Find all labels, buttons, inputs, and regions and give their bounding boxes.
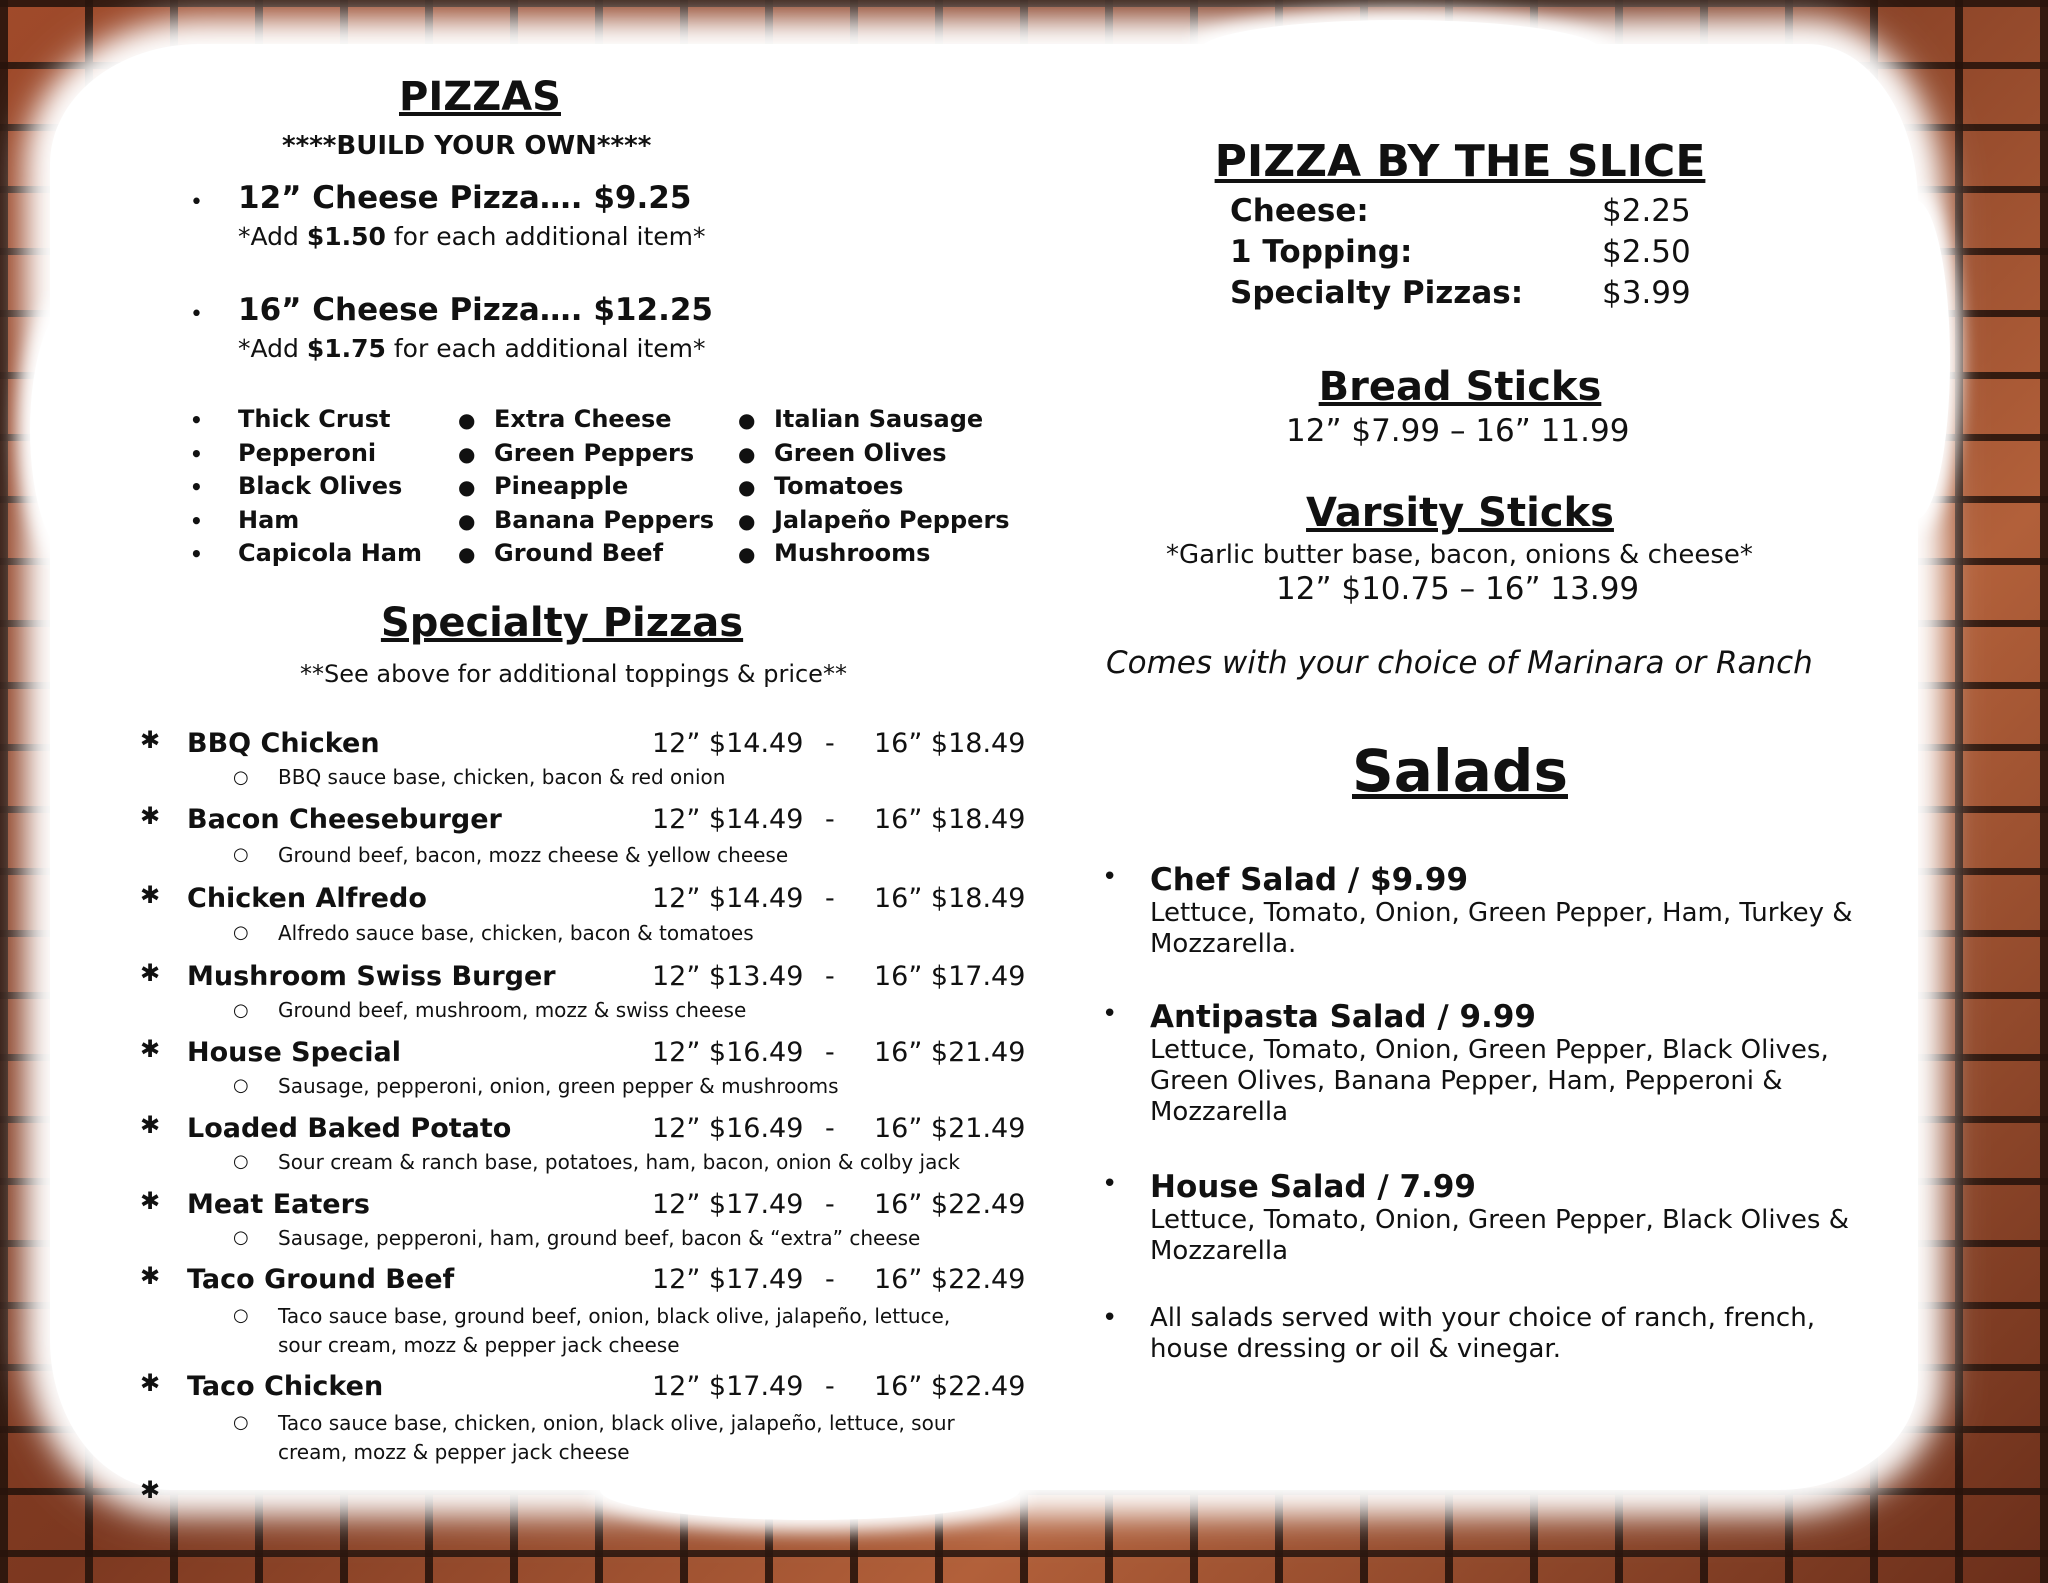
size-16-note-pre: *Add: [238, 334, 307, 363]
topping-item: [738, 537, 1010, 571]
specialty-desc: Sour cream & ranch base, potatoes, ham, bacon, onion & colby jack: [278, 1150, 960, 1174]
bullet-dot-icon: ●: [458, 441, 476, 466]
asterisk-icon: ✱: [140, 1035, 161, 1063]
bullet-dot-icon: •: [190, 441, 203, 466]
topping-item: [458, 437, 714, 471]
size-12-note-post: for each additional item*: [385, 222, 706, 251]
bullet-dot-icon: •: [190, 475, 203, 499]
sauce-note: Comes with your choice of Marinara or Ranch: [1106, 645, 1813, 681]
bread-sticks-prices: 12” $7.99 – 16” 11.99: [1286, 413, 1630, 449]
price-16: 16” $22.49: [874, 1371, 1026, 1402]
topping-item: [458, 470, 714, 504]
bullet-dot-icon: ●: [738, 441, 756, 466]
size-12-label: 12” Cheese Pizza…. $9.25: [238, 180, 692, 216]
price-dash: -: [825, 1037, 835, 1068]
price-16: 16” $21.49: [874, 1037, 1026, 1068]
topping-item: [190, 470, 422, 504]
bullet-dot-icon: ●: [738, 475, 756, 499]
bullet-dot-icon: •: [190, 302, 203, 327]
topping-label: Pepperoni: [238, 438, 377, 467]
hollow-circle-icon: ○: [233, 1000, 249, 1021]
price-dash: -: [825, 1371, 835, 1402]
bullet-dot-icon: •: [1102, 1169, 1118, 1199]
specialty-name: Bacon Cheeseburger: [187, 804, 502, 835]
size-12-note-pre: *Add: [238, 222, 307, 251]
specialty-name: Chicken Alfredo: [187, 883, 427, 914]
salad-desc: Lettuce, Tomato, Onion, Green Pepper, Black Olives, Green Olives, Banana Pepper, Ham, Pepperoni & Mozzarella: [1150, 1035, 1829, 1127]
bullet-dot-icon: ●: [458, 475, 476, 499]
varsity-sticks-heading: Varsity Sticks: [1306, 490, 1614, 536]
slice-row: [1230, 234, 1700, 270]
price-16: 16” $21.49: [874, 1113, 1026, 1144]
hollow-circle-icon: ○: [233, 844, 249, 865]
topping-item: [190, 437, 422, 471]
bullet-dot-icon: •: [190, 542, 203, 566]
specialty-desc: Sausage, pepperoni, onion, green pepper & mushrooms: [278, 1074, 839, 1098]
specialty-name: Meat Eaters: [187, 1189, 370, 1220]
asterisk-icon: ✱: [140, 802, 161, 830]
topping-label: Black Olives: [238, 472, 403, 500]
specialty-desc: Taco sauce base, ground beef, onion, black olive, jalapeño, lettuce, sour cream, mozz & pepper jack cheese: [278, 1304, 951, 1357]
topping-item: [190, 504, 422, 538]
hollow-circle-icon: ○: [233, 1151, 249, 1172]
specialty-desc: Sausage, pepperoni, ham, ground beef, bacon & “extra” cheese: [278, 1226, 921, 1250]
varsity-sticks-prices: 12” $10.75 – 16” 13.99: [1276, 571, 1640, 607]
price-12: 12” $13.49: [652, 961, 804, 992]
price-16: 16” $17.49: [874, 961, 1026, 992]
hollow-circle-icon: ○: [233, 1227, 249, 1248]
price-dash: -: [825, 961, 835, 992]
topping-label: Thick Crust: [238, 405, 391, 433]
size-16-label: 16” Cheese Pizza…. $12.25: [238, 292, 713, 328]
bullet-dot-icon: ●: [458, 408, 476, 432]
size-16-note: [238, 334, 706, 363]
asterisk-icon: ✱: [140, 959, 161, 987]
price-16: 16” $18.49: [874, 728, 1026, 759]
price-dash: -: [825, 728, 835, 759]
bullet-dot-icon: •: [1102, 999, 1118, 1029]
topping-label: Jalapeño Peppers: [774, 505, 1010, 534]
price-12: 12” $17.49: [652, 1264, 804, 1295]
topping-item: [190, 403, 422, 437]
bullet-dot-icon: •: [190, 190, 203, 215]
bullet-dot-icon: ●: [458, 508, 476, 533]
topping-label: Green Peppers: [494, 438, 695, 467]
price-12: 12” $16.49: [652, 1037, 804, 1068]
bullet-dot-icon: ●: [738, 508, 756, 533]
slice-label: 1 Topping:: [1230, 234, 1413, 270]
price-dash: -: [825, 1189, 835, 1220]
specialty-desc: Ground beef, bacon, mozz cheese & yellow cheese: [278, 843, 789, 867]
build-your-own-subtitle: ****BUILD YOUR OWN****: [282, 131, 652, 161]
hollow-circle-icon: ○: [233, 922, 249, 943]
topping-label: Tomatoes: [774, 472, 904, 500]
specialty-desc: Alfredo sauce base, chicken, bacon & tomatoes: [278, 921, 754, 945]
topping-item: [738, 437, 1010, 471]
asterisk-icon: ✱: [140, 1111, 161, 1139]
hollow-circle-icon: ○: [233, 1305, 249, 1326]
toppings-column-3: [738, 403, 1010, 571]
specialty-name: House Special: [187, 1037, 401, 1068]
specialty-name: BBQ Chicken: [187, 728, 380, 759]
specialty-name: Loaded Baked Potato: [187, 1113, 512, 1144]
bullet-dot-icon: ●: [738, 408, 756, 432]
salads-heading: Salads: [1352, 737, 1568, 805]
pizzas-heading: PIZZAS: [399, 74, 561, 120]
topping-label: Capicola Ham: [238, 539, 422, 567]
bullet-dot-icon: •: [190, 508, 203, 533]
topping-label: Mushrooms: [774, 539, 931, 567]
topping-item: [458, 403, 714, 437]
size-12-note-amount: $1.50: [306, 222, 386, 251]
price-12: 12” $14.49: [652, 728, 804, 759]
topping-label: Extra Cheese: [494, 405, 672, 433]
topping-label: Ground Beef: [494, 539, 664, 567]
topping-label: Green Olives: [774, 438, 947, 467]
varsity-sticks-desc: *Garlic butter base, bacon, onions & cheese*: [1166, 540, 1753, 570]
topping-item: [190, 537, 422, 571]
salad-title: House Salad / 7.99: [1150, 1169, 1476, 1205]
topping-label: Banana Peppers: [494, 505, 715, 534]
slice-price: $2.50: [1602, 234, 1691, 270]
salad-desc: Lettuce, Tomato, Onion, Green Pepper, Black Olives & Mozzarella: [1150, 1205, 1850, 1266]
bullet-dot-icon: •: [1102, 1303, 1118, 1333]
specialty-name: Mushroom Swiss Burger: [187, 961, 556, 992]
slice-row: [1230, 193, 1700, 229]
bullet-dot-icon: •: [190, 408, 203, 432]
slice-row: [1230, 275, 1700, 311]
size-16-note-post: for each additional item*: [385, 334, 706, 363]
hollow-circle-icon: ○: [233, 767, 249, 788]
asterisk-icon: ✱: [140, 1476, 161, 1504]
topping-item: [458, 504, 714, 538]
salad-footnote: All salads served with your choice of ranch, french, house dressing or oil & vinegar.: [1150, 1303, 1815, 1364]
topping-label: Italian Sausage: [774, 405, 984, 433]
topping-item: [738, 403, 1010, 437]
asterisk-icon: ✱: [140, 1187, 161, 1215]
asterisk-icon: ✱: [140, 1369, 161, 1397]
topping-item: [738, 470, 1010, 504]
price-dash: -: [825, 804, 835, 835]
price-12: 12” $17.49: [652, 1371, 804, 1402]
asterisk-icon: ✱: [140, 726, 161, 754]
specialty-desc: Taco sauce base, chicken, onion, black olive, jalapeño, lettuce, sour cream, mozz & pepper jack cheese: [278, 1411, 955, 1464]
topping-item: [738, 504, 1010, 538]
price-dash: -: [825, 883, 835, 914]
slice-label: Cheese:: [1230, 193, 1369, 229]
toppings-column-1: [190, 403, 422, 571]
bullet-dot-icon: ●: [738, 542, 756, 566]
asterisk-icon: ✱: [140, 881, 161, 909]
slice-price: $2.25: [1602, 193, 1691, 229]
price-12: 12” $17.49: [652, 1189, 804, 1220]
bullet-dot-icon: ●: [458, 542, 476, 566]
price-12: 12” $16.49: [652, 1113, 804, 1144]
topping-label: Pineapple: [494, 472, 629, 500]
hollow-circle-icon: ○: [233, 1412, 249, 1433]
specialty-desc: Ground beef, mushroom, mozz & swiss cheese: [278, 998, 747, 1022]
specialty-pizzas-heading: Specialty Pizzas: [380, 600, 744, 646]
price-12: 12” $14.49: [652, 883, 804, 914]
salad-desc: Lettuce, Tomato, Onion, Green Pepper, Ham, Turkey & Mozzarella.: [1150, 898, 1853, 959]
toppings-column-2: [458, 403, 714, 571]
price-dash: -: [825, 1264, 835, 1295]
specialty-name: Taco Chicken: [187, 1371, 384, 1402]
size-16-note-amount: $1.75: [306, 334, 386, 363]
specialty-name: Taco Ground Beef: [187, 1264, 455, 1295]
specialty-desc: BBQ sauce base, chicken, bacon & red onion: [278, 765, 726, 789]
topping-label: Ham: [238, 505, 300, 534]
salad-title: Antipasta Salad / 9.99: [1150, 999, 1536, 1035]
price-dash: -: [825, 1113, 835, 1144]
price-16: 16” $18.49: [874, 804, 1026, 835]
price-16: 16” $18.49: [874, 883, 1026, 914]
price-12: 12” $14.49: [652, 804, 804, 835]
topping-item: [458, 537, 714, 571]
slice-heading: PIZZA BY THE SLICE: [1214, 136, 1706, 187]
slice-price: $3.99: [1602, 275, 1691, 311]
price-16: 16” $22.49: [874, 1264, 1026, 1295]
bread-sticks-heading: Bread Sticks: [1318, 364, 1602, 410]
salad-title: Chef Salad / $9.99: [1150, 862, 1469, 898]
hollow-circle-icon: ○: [233, 1075, 249, 1096]
bullet-dot-icon: •: [1102, 862, 1118, 892]
asterisk-icon: ✱: [140, 1262, 161, 1290]
specialty-note: **See above for additional toppings & price**: [300, 660, 847, 688]
slice-label: Specialty Pizzas:: [1230, 275, 1524, 311]
size-12-note: [238, 222, 706, 251]
price-16: 16” $22.49: [874, 1189, 1026, 1220]
